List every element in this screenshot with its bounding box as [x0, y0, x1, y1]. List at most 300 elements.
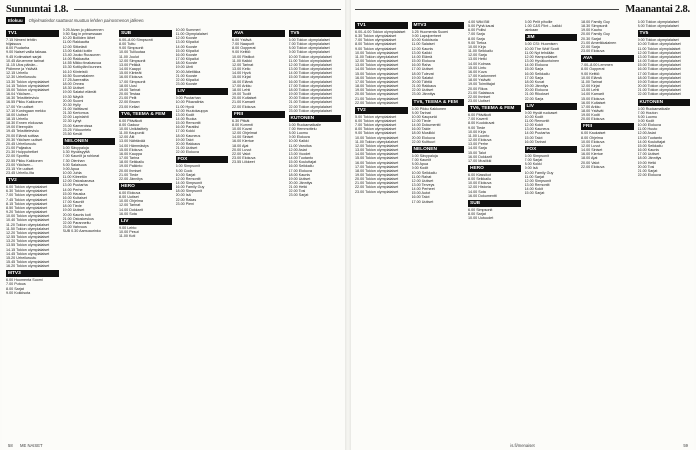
- program-entry: 22.55 Pikku Kakkonen: [6, 158, 43, 163]
- program-entry: 15.00 Sarja: [524, 67, 544, 72]
- program-entry: 9.00 Elokuva: [288, 135, 310, 140]
- channel-header: AVA: [232, 30, 285, 37]
- program-entry: 14.00 Kokit: [524, 187, 543, 192]
- program-entry: 16.10 Kiinteistö: [62, 69, 88, 74]
- program-entry: 19.00 Uutiset: [288, 176, 311, 181]
- listing-column: [289, 28, 342, 438]
- program-entry: 8.50 Tokion olympialaiset: [6, 205, 48, 210]
- program-entry: 18.30 Uutiset: [62, 86, 85, 91]
- program-entry: 14.00 Tuotanto: [288, 156, 314, 161]
- program-entry: 11.00 Rakkautta: [62, 40, 90, 45]
- program-entry: 12.00 Kaunis: [411, 46, 434, 51]
- program-entry: 10.00 The Wolf Scott: [524, 46, 559, 51]
- program-entry: 23.00 Vahvuus: [62, 225, 87, 230]
- listing-column: [525, 20, 578, 438]
- program-entry: 20.00 Elokuva: [581, 117, 605, 122]
- program-entry: 9.00 Hyvät ruokaset: [524, 110, 558, 115]
- program-entry: 18.00 Tokion olympialaiset: [637, 75, 681, 80]
- program-entry: 9.00 Tokion olympialaiset: [355, 131, 397, 136]
- program-entry: 20.00 Atletiikka: [175, 69, 201, 74]
- program-entry: 18.00 Tokion olympialaiset: [355, 84, 399, 89]
- program-entry: 1.00 C&S Flint – kaikki: [524, 24, 562, 29]
- program-entry: 17.00 Kauniit: [62, 200, 85, 205]
- program-entry: 20.00 Jännitys: [288, 181, 313, 185]
- program-entry: 12.00 Tokion olympialaiset: [637, 50, 681, 55]
- program-entry: 20.30 Sarjat: [581, 36, 601, 41]
- program-entry: 14.00 Dokkarit: [119, 207, 143, 212]
- program-entry: 8.00 Tokion olympialaiset: [355, 42, 397, 47]
- program-entry: 17.00 Tokion olympialaiset: [355, 164, 399, 169]
- program-entry: 20.00 Tähtiä: [411, 79, 432, 84]
- program-entry: 23.55 Liikkeet: [232, 160, 255, 165]
- program-entry: 21.00 Kooste: [175, 73, 198, 78]
- program-entry: 11.00 Varoitus: [288, 143, 312, 148]
- program-entry: 13.00 Perhe: [468, 142, 489, 147]
- program-entry: 6.00 Simpsonit: [468, 207, 493, 212]
- program-entry: 18.00 Musiikki: [411, 131, 435, 136]
- program-entry: 20.00 Tosi: [637, 164, 655, 169]
- program-entry: 18.00 Kauneus: [175, 133, 201, 138]
- program-entry: 10.00 Kodit: [524, 114, 544, 119]
- notice-text: Ohjelmatiedot saattavat muuttua lehden painosmenon jälkeen.: [28, 17, 145, 23]
- program-entry: 8.00 Luomu: [637, 114, 657, 119]
- program-entry: 15.00 Kouluttajat: [288, 160, 317, 165]
- program-entry: 23.25 Yökuuntelu: [62, 127, 92, 132]
- program-entry: 6.00 Päiväkoti: [468, 113, 492, 118]
- program-entry: 18.00 Tiede: [62, 204, 82, 209]
- program-entry: 6.00 Poliisi: [468, 28, 486, 33]
- program-entry: 20.00 Isä: [175, 193, 191, 198]
- program-entry: 12.00 Simpsonit: [119, 58, 146, 63]
- program-entry: 16.00 Tarinat: [524, 139, 546, 144]
- program-entry: 15.45 Tokion olympialaiset: [6, 259, 50, 264]
- left-page-header: [6, 2, 341, 16]
- program-entry: 12.15 Urheilu: [6, 71, 28, 76]
- program-entry: 17.00 Uutiset: [411, 67, 434, 72]
- program-entry: 9.20 Tokion olympialaiset: [6, 210, 48, 215]
- page-number-right: 59: [683, 443, 688, 448]
- program-entry: 23.00 Jännitys: [411, 92, 436, 97]
- program-entry: 20.00 Elokuva: [411, 135, 435, 140]
- program-entry: 6.00–8.00 Simpsonit: [119, 38, 153, 42]
- program-entry: 15.00 Tokion olympialaiset: [355, 156, 399, 161]
- program-entry: 10.00 Kirja: [468, 129, 486, 134]
- program-entry: 7.00 Tokion olympialaiset: [355, 38, 397, 43]
- program-entry: 6.00 Simpsonit: [175, 164, 200, 169]
- program-entry: 12.00 Sitkeästi: [62, 44, 87, 49]
- program-entry: 11.00 Kaikki: [232, 58, 252, 63]
- program-entry: 6.00 Ruokamatkaile: [637, 106, 671, 111]
- program-entry: 18.00 Onnea: [62, 82, 84, 87]
- listing-column: [581, 20, 634, 438]
- program-entry: 13.00 Kaikki: [411, 50, 432, 55]
- program-entry: 12.00 Hampurilaiset: [524, 54, 558, 59]
- program-entry: 18.00 Ajat: [581, 156, 598, 161]
- program-entry: 6.00 Tokion olympialaiset: [637, 20, 679, 24]
- program-entry: 7.15 Nimeni tehtiin: [6, 38, 37, 42]
- site-url: is.fi/menaiset: [510, 443, 535, 448]
- program-entry: 12.00 Tokion olympialaiset: [355, 59, 399, 64]
- program-entry: 20.30 Ykkösen uutiset: [6, 137, 43, 142]
- program-entry: 12.00 Ostoskanava: [62, 179, 95, 184]
- program-entry: 21.00 Hetki: [288, 185, 308, 190]
- listing-column: [6, 28, 59, 438]
- program-entry: 7.00 Tokion olympialaiset: [6, 193, 48, 198]
- program-entry: 12.20 Tokion olympialaiset: [6, 230, 50, 235]
- program-entry: 22.00 Tokion olympialaiset: [288, 104, 332, 109]
- program-entry: 18.00 Kuvat: [524, 79, 545, 84]
- program-entry: 14.00 Simpsonit: [175, 181, 202, 185]
- program-entry: 18.30 Simpsonit: [581, 24, 608, 29]
- listing-column: [232, 28, 285, 438]
- program-entry: 19.00 Tuolit: [232, 92, 252, 97]
- program-entry: 11.15 Ulos päivän...: [6, 62, 39, 67]
- program-entry: 18.00 Ajat: [232, 143, 249, 148]
- program-entry: 13.55 Tokion olympialaiset: [6, 243, 50, 248]
- program-entry: 6.00 Elokuva: [119, 191, 141, 195]
- program-entry: 8.00 Sarja: [468, 36, 485, 41]
- program-entry: 7.00 Sarjat: [524, 158, 543, 163]
- program-entry: 7.00 Tokion olympialaiset: [355, 123, 397, 128]
- program-entry: 10.00 Sarjat: [175, 172, 196, 177]
- program-entry: 22.00 Lapinlahti: [62, 115, 89, 120]
- program-entry: 10.00 Family Guy: [524, 170, 554, 175]
- program-entry: 12.00 Kokit: [524, 123, 543, 128]
- program-entry: 16.30 Tekstitelevisio: [6, 96, 39, 101]
- program-entry: 18.00 Kaunis: [288, 172, 311, 177]
- program-entry: 12.00 Luvut: [581, 143, 601, 148]
- program-entry: 16.00 Raha: [411, 63, 431, 68]
- program-entry: 17.00 Sarja: [524, 75, 544, 80]
- header-rule: [74, 9, 341, 10]
- program-entry: 13.40 Jouko Ruusunen: [62, 52, 101, 57]
- channel-header: LIV: [525, 103, 578, 110]
- program-entry: 22.00 Jännitys: [119, 176, 143, 181]
- program-entry: 16.00 Elokuva: [119, 75, 143, 80]
- program-entry: 19.00 Tokion olympialaiset: [637, 79, 681, 84]
- program-entry: 16.55 Pikku Kakkonen: [6, 100, 43, 105]
- program-entry: 12.00 Historia: [468, 185, 491, 190]
- program-entry: 13.20 Tokion olympialaiset: [6, 239, 50, 244]
- channel-header: TV5: [289, 30, 342, 37]
- program-entry: 17.00 Arkku: [581, 104, 601, 109]
- program-entry: 13.00 Remontit: [524, 183, 550, 187]
- program-entry: 6.30 Tokion olympialaiset: [6, 189, 48, 194]
- program-entry: 18.00 Ystävät: [468, 78, 491, 83]
- program-entry: 8.00 Kokki: [524, 162, 542, 167]
- program-entry: 10.00 Unikäsittely: [119, 126, 149, 131]
- program-entry: 9.00 Naiset vailla taksaa.: [6, 50, 47, 55]
- program-entry: 22.00 Sporttia: [6, 154, 29, 159]
- channel-header: FRII: [581, 123, 634, 130]
- program-entry: 14.00 Rakkautta: [62, 57, 90, 62]
- program-entry: 17.00 Uutiset: [637, 152, 660, 157]
- channel-header: HERO: [119, 183, 172, 190]
- program-entry: 14.00 Hyvä: [232, 71, 251, 76]
- program-entry: 21.00 Kamarit: [232, 100, 255, 105]
- program-entry: 8.00 Salaisuus: [62, 162, 87, 167]
- program-entry: 14.00 Kouluttajat: [637, 139, 666, 144]
- program-entry: 10.00 Tokion olympialaiset: [288, 54, 332, 59]
- program-entry: 22.00 Elokuva: [232, 104, 256, 109]
- program-entry: 14.00 Elokuva: [524, 63, 548, 68]
- program-entry: 22.30 Lyhyt: [62, 119, 82, 124]
- channel-header: LIV: [119, 218, 172, 225]
- program-entry: 22.00 Uutiset: [411, 88, 434, 93]
- program-entry: 10.00 Kuvat: [232, 126, 252, 131]
- program-entry: 19.00 Palkinto: [119, 164, 143, 169]
- program-entry: 21.00 Pelit: [119, 96, 137, 101]
- program-entry: 9.00 Tokion olympialaiset: [637, 38, 679, 43]
- program-entry: 19.00 Jännitys: [524, 84, 549, 89]
- program-entry: 8.00 Tokion olympialaiset: [355, 127, 397, 132]
- program-entry: 8.00 Uutiset: [119, 195, 139, 200]
- program-entry: 10.00 Elokuva: [637, 123, 661, 128]
- program-entry: 14.00 Puutarha: [524, 131, 550, 136]
- program-entry: 13.00 Puutarha: [62, 183, 88, 188]
- program-entry: 6.25 Huomenta Suomi: [411, 30, 449, 34]
- program-entry: 12.00 Elokuva: [468, 138, 492, 143]
- program-entry: 6.00 Pikku Kakkonen: [411, 106, 447, 111]
- channel-header: HERO: [468, 165, 521, 172]
- program-entry: 9.00 Tiede: [468, 125, 486, 130]
- program-entry: 20.00 Suomi: [62, 98, 84, 103]
- channel-header: LIV: [176, 88, 229, 95]
- program-entry: 6.30 Tokion olympialaiset: [355, 34, 397, 39]
- program-entry: 21.00 Tokion olympialaiset: [637, 88, 681, 93]
- program-entry: 21.00 Tokion olympialaiset: [288, 100, 332, 105]
- program-entry: 22.00 Ihmiset: [468, 94, 491, 99]
- program-entry: 23.00 Kameroissa: [62, 123, 93, 128]
- program-entry: 19.00 Talot: [175, 137, 194, 142]
- program-entry: 8.00 Tuttu: [119, 42, 136, 47]
- channel-header: KUTONEN: [289, 115, 342, 122]
- program-entry: 11.00 Remontit: [524, 118, 550, 123]
- program-entry: 11.20 Tokion olympialaiset: [6, 222, 49, 227]
- program-entry: 21.00 Tiede: [119, 172, 139, 177]
- program-entry: 11.00 Rahat: [411, 174, 432, 179]
- program-entry: 18.00 Tokion olympialaiset: [355, 168, 399, 173]
- program-entry: 16.00 Kaunis: [637, 148, 660, 153]
- program-entry: 11.00 Seikkailu: [468, 49, 493, 54]
- program-entry: 7.30 Olenhan: [62, 158, 85, 163]
- program-entry: 8.00 Sarjat: [468, 212, 486, 217]
- program-entry: 13.00 Kello: [232, 67, 251, 72]
- right-page: [351, 0, 694, 450]
- program-entry: 21.00 Rakkaus: [411, 84, 437, 89]
- program-entry: 20.00 Valot: [581, 160, 600, 165]
- program-entry: 6.00 Ystävä: [232, 38, 252, 42]
- channel-header: AVA: [581, 55, 634, 62]
- program-entry: 5.00 Pelit pihoille: [524, 20, 553, 24]
- program-entry: 23.00 Ykkösen...: [6, 162, 34, 167]
- program-entry: 12.55 Tokion olympialaiset: [6, 235, 50, 240]
- channel-header: SUB: [119, 30, 172, 37]
- program-entry: 10.00 Ristikot: [232, 54, 255, 59]
- program-entry: 8.00 Ohjelma: [581, 135, 603, 140]
- program-entry: 22.00 Tokion olympialaiset: [355, 185, 399, 190]
- program-entry: 8.00 Gaduur: [119, 122, 140, 127]
- program-entry: 22.00 Tokion olympialaiset: [355, 100, 399, 105]
- program-entry: 19.00 Kauhu: [581, 28, 602, 33]
- program-entry: 22.00 Elokuva: [175, 150, 199, 155]
- program-entry: 15.00 Tokion olympialaiset: [6, 87, 50, 92]
- program-entry: 8.00 Kummit: [232, 122, 253, 127]
- program-entry: 12.00 Asiat: [288, 147, 307, 152]
- program-entry: 14.00 Sarja: [468, 146, 487, 151]
- program-entry: 13.00 Tokion olympialaiset: [288, 67, 332, 72]
- program-entry: 9.00 Keittiö: [581, 71, 600, 76]
- program-entry: 13.00 Lehti: [581, 88, 600, 93]
- program-entry: 9.00 Puutarhan: [175, 96, 201, 101]
- notice-strip: [6, 16, 341, 24]
- program-entry: 16.00 Tokion olympialaiset: [355, 160, 399, 165]
- program-entry: 13.00 Tokion olympialaiset: [355, 63, 399, 68]
- program-entry: 7.00 Houton: [637, 110, 658, 115]
- program-entry: 16.00 Tokion olympialaiset: [637, 67, 681, 72]
- program-entry: 11.00 Salaiset: [411, 42, 435, 47]
- program-entry: 9.00 Lehto: [119, 225, 137, 230]
- program-entry: 11.00 Koti: [119, 234, 136, 239]
- program-entry: 17.00 Yle uutiset: [6, 104, 34, 109]
- channel-header: FOX: [525, 146, 578, 153]
- program-entry: 5.00 Pyhä kausi: [468, 24, 495, 29]
- listing-columns-left: [6, 28, 341, 438]
- program-entry: 15.00 Sarjat: [524, 191, 545, 196]
- program-entry: 22.00 Paranneltu: [62, 220, 91, 225]
- program-entry: 6.00 Päiväkoti: [119, 118, 143, 123]
- program-entry: 11.00 Luonto: [468, 133, 490, 138]
- listing-column: [176, 28, 229, 438]
- program-entry: 16.00 Dokumentti: [468, 193, 497, 198]
- program-entry: 23.00 Kellari: [119, 104, 140, 109]
- program-entry: 9.50 Sag in prinsessaan: [62, 32, 103, 37]
- program-entry: 15.00 Talot: [524, 135, 543, 140]
- program-entry: 19.00 Tarinat: [119, 87, 141, 92]
- program-entry: 16.00 Kultaiset: [581, 100, 606, 105]
- program-entry: 15.00 Elokuva: [119, 147, 143, 152]
- program-entry: 21.00 Sarjat: [637, 168, 658, 173]
- program-entry: 11.00 Tokion olympialaiset: [355, 54, 398, 59]
- program-entry: 20.00 Testaa: [119, 92, 141, 97]
- program-entry: 21.00 Tokion olympialaiset: [355, 96, 399, 101]
- program-entry: 15.30 Kotikyläni kunnes: [62, 65, 102, 70]
- program-entry: 14.00 Ruoka: [175, 116, 197, 121]
- channel-header: TV6, TEEMA & FEM: [468, 105, 521, 112]
- program-entry: 13.00 Terveys: [411, 183, 435, 187]
- program-entry: 14.15 Tokion olympialaiset: [6, 83, 50, 88]
- program-entry: 15.00 Elokuva: [581, 96, 605, 101]
- program-entry: 20.00 Luvut: [232, 147, 252, 152]
- program-entry: 9.00 Tokion olympialaiset: [355, 46, 397, 51]
- program-entry: 16.00 Paratiisi: [175, 125, 199, 130]
- program-entry: 11.00 Tokion olympialaiset: [637, 46, 681, 51]
- listing-column: [119, 28, 172, 438]
- program-entry: 10.00 Juhla: [62, 171, 82, 175]
- program-entry: 16.50 Suomalainen: [62, 73, 95, 78]
- program-entry: 22.00 Kilpailut: [175, 77, 199, 82]
- program-entry: 9.00 Kodit: [411, 166, 429, 171]
- header-rule: [355, 9, 619, 10]
- program-entry: 15.00 Elokuva: [411, 59, 435, 64]
- program-entry: 22.00 Sarja: [524, 96, 544, 101]
- program-entry: 9.00 Simpsonit: [119, 46, 144, 51]
- program-entry: 17.00 Tokion olympialaiset: [355, 79, 399, 84]
- channel-header: MTV3: [412, 22, 465, 29]
- program-entry: 10.00 Uutuudet: [468, 216, 494, 221]
- program-entry: 14.00 Elämä: [411, 54, 433, 59]
- program-entry: hiljaisuus: [6, 42, 22, 47]
- program-entry: 14.00 Kooste: [175, 44, 198, 49]
- program-entry: 7.00 Sarja: [468, 32, 485, 37]
- program-entry: 15.00 Lintu: [468, 65, 487, 70]
- program-entry: 23.00 Sarjat: [288, 193, 309, 198]
- program-entry: 10.00 Elokuva: [468, 181, 492, 186]
- program-entry: 14.15 Tokion olympialaiset: [6, 247, 50, 252]
- program-entry: 18.00 Jännitys: [637, 156, 662, 161]
- program-entry: 12.00 Tokion olympialaiset: [288, 62, 332, 67]
- program-entry: 8.15 Tokion olympialaiset: [6, 201, 48, 206]
- program-entry: 13.00 Kauneus: [524, 127, 550, 132]
- program-entry: 21.00 Uutiset: [175, 146, 198, 151]
- program-entry: 12.00 Remontit: [175, 176, 201, 181]
- program-entry: 10.00 Elokuva: [581, 139, 605, 144]
- program-entry: 20.00 Tokion olympialaiset: [637, 84, 681, 89]
- program-entry: 6.00 Simpsonit: [524, 153, 549, 158]
- channel-header: FRII: [232, 111, 285, 118]
- program-entry: 22.00 Rakas: [175, 197, 197, 202]
- program-entry: 10.00 Pikavalinta: [175, 100, 204, 105]
- program-entry: 21.30 Kertomus: [62, 111, 89, 116]
- program-entry: 23.50 Kevät: [62, 131, 83, 136]
- left-page: [2, 0, 345, 450]
- program-entry: 11.00 Kiireetön: [62, 175, 88, 180]
- program-entry: 8.00 Kuulokuvat: [468, 121, 495, 126]
- program-entry: 8.00 Tokion olympialaiset: [637, 24, 679, 29]
- program-entry: 23.00 Kooste: [175, 82, 198, 87]
- program-entry: 10.00 Pesut: [119, 230, 139, 235]
- program-entry: 9.00 Lapsiperheet: [411, 34, 442, 39]
- program-entry: 15.00 Kirjat: [232, 75, 251, 80]
- program-entry: 18.00 Seikkailu: [119, 160, 145, 165]
- program-entry: 11.00 Tokion olympialaiset: [355, 139, 398, 144]
- program-entry: 14.00 Siniset: [232, 135, 254, 140]
- program-entry: 10.00 Tuliluutaa: [119, 50, 146, 55]
- program-entry: 10.00 Summeri: [175, 28, 201, 32]
- listing-column: [412, 20, 465, 438]
- program-entry: 19.00 Eteenpäin: [6, 125, 33, 130]
- program-entry: 18.00 Kooste: [175, 61, 198, 66]
- program-entry: 6.00 Klassikot: [468, 173, 491, 177]
- program-entry: 19.00 Tokion olympialaiset: [355, 88, 399, 93]
- program-entry: 8.00 Sarjat: [6, 286, 24, 291]
- channel-header: TV2: [355, 107, 408, 114]
- program-entry: 11.00 Nyt tehdään: [524, 50, 555, 55]
- listing-columns-right: [355, 20, 690, 438]
- program-entry: 22.00 Brown: [119, 100, 140, 105]
- listing-column: [355, 20, 408, 438]
- program-entry: 15.00 Hauska: [62, 191, 86, 196]
- program-entry: 17.00 Tarina: [119, 156, 140, 161]
- program-entry: 16.00 Tokion olympialaiset: [355, 75, 399, 80]
- program-entry: 14.00 Sota: [468, 189, 486, 194]
- program-entry: 10.20 Bolliden lähet: [62, 36, 95, 41]
- day-title-right: Maanantai 2.8.: [625, 3, 690, 15]
- program-entry: 19.00 Kodit: [581, 113, 600, 118]
- program-entry: 13.00 Kaikki kotiin: [62, 48, 93, 53]
- program-entry: 12.30 Urheiluruutu: [6, 75, 37, 80]
- program-entry: 14.00 Tokion olympialaiset: [288, 71, 332, 76]
